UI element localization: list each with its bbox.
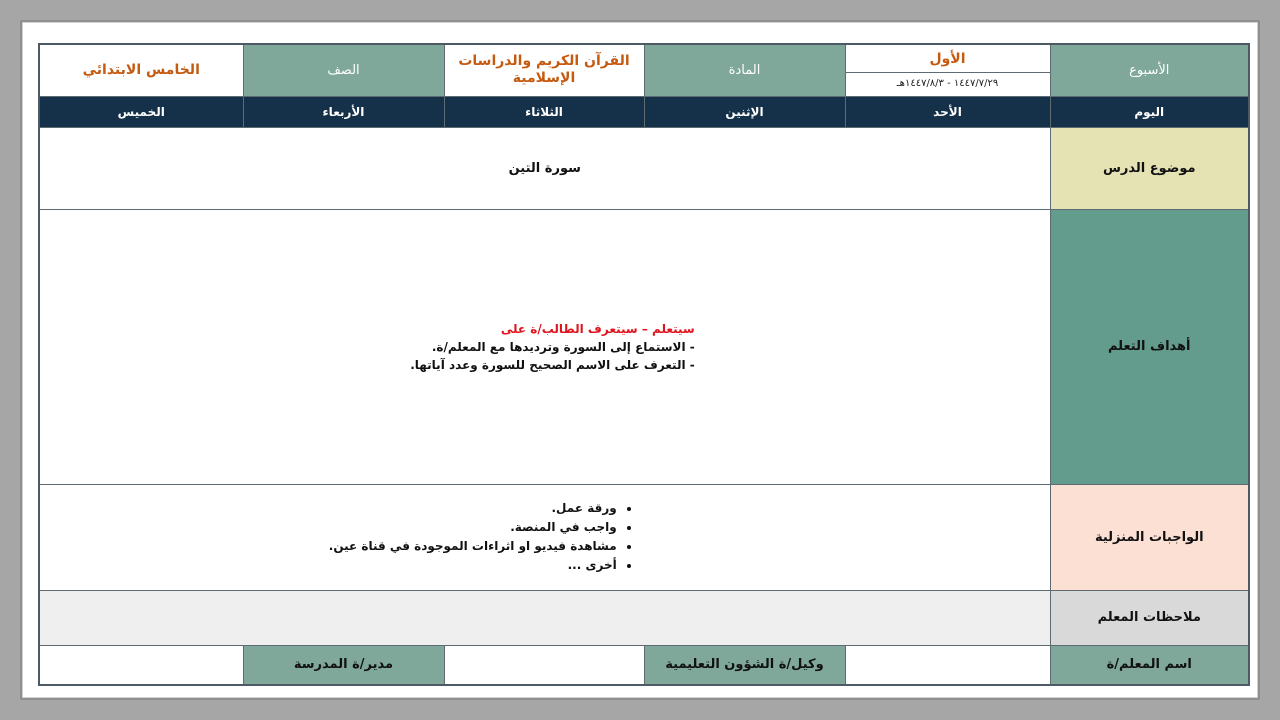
homework-content[interactable] (39, 484, 1050, 590)
homework-label: الواجبات المنزلية (1050, 484, 1249, 590)
principal-label: مدير/ة المدرسة (243, 645, 444, 685)
week-cell (845, 44, 1050, 96)
goals-title: سيتعلم – سيتعرف الطالب/ة على (500, 321, 695, 336)
deputy-label: وكيل/ة الشؤون التعليمية (644, 645, 845, 685)
days-row (39, 96, 1249, 127)
topic-label: موضوع الدرس (1050, 127, 1249, 209)
goals-box (395, 320, 695, 374)
day-wednesday: الأربعاء (243, 96, 444, 127)
goals-content[interactable] (39, 209, 1050, 484)
day-thursday: الخميس (39, 96, 243, 127)
day-label: اليوم (1050, 96, 1249, 127)
week-label: الأسبوع (1050, 44, 1249, 96)
subject-label: المادة (644, 44, 845, 96)
lesson-plan-table (38, 43, 1250, 686)
grade-label: الصف (243, 44, 444, 96)
week-dates: ١٤٤٧/٧/٢٩ - ١٤٤٧/٨/٣هـ (896, 77, 999, 89)
header-row (39, 44, 1249, 96)
goals-label: أهداف التعلم (1050, 209, 1249, 484)
day-tuesday: الثلاثاء (444, 96, 644, 127)
teacher-label: اسم المعلم/ة (1050, 645, 1249, 685)
day-monday: الإثنين (644, 96, 845, 127)
goal-item: - التعرف على الاسم الصحيح للسورة وعدد آياتها. (410, 357, 695, 372)
topic-value[interactable]: سورة التين (39, 127, 1050, 209)
principal-name-field[interactable] (39, 645, 243, 685)
week-value: الأول (846, 46, 1050, 73)
notes-label: ملاحظات المعلم (1050, 590, 1249, 645)
signature-row (39, 645, 1249, 685)
topic-row (39, 127, 1249, 209)
grade-value: الخامس الابتدائي (39, 44, 243, 96)
notes-row (39, 590, 1249, 645)
homework-list (329, 499, 649, 576)
homework-row (39, 484, 1249, 590)
teacher-name-field[interactable] (845, 645, 1050, 685)
goals-row (39, 209, 1249, 484)
homework-item: • ورقة عمل. (329, 499, 617, 518)
goal-item: - الاستماع إلى السورة وترديدها مع المعلم/ة. (431, 339, 695, 354)
subject-value: القرآن الكريم والدراسات الإسلامية (444, 44, 644, 96)
day-sunday: الأحد (845, 96, 1050, 127)
homework-item: • واجب في المنصة. (329, 518, 617, 537)
deputy-name-field[interactable] (444, 645, 644, 685)
homework-item: • مشاهدة فيديو او اثراءات الموجودة في قناة عين. (329, 537, 617, 556)
notes-content[interactable] (39, 590, 1050, 645)
homework-item: • أخرى ... (329, 556, 617, 575)
